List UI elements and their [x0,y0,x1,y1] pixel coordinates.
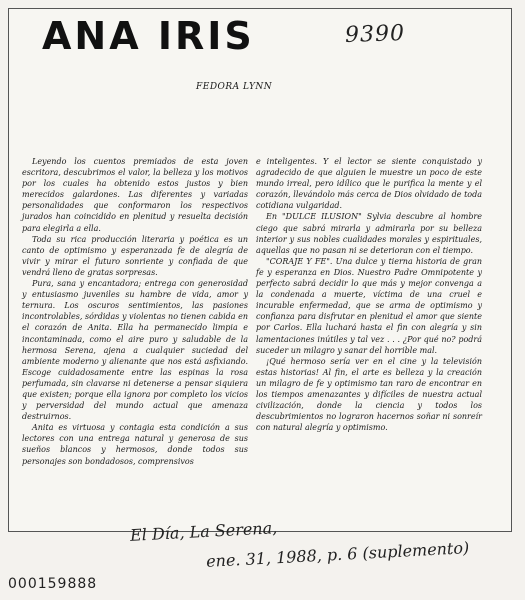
article-title: ANA IRIS [42,14,255,58]
paragraph-continued: e inteligentes. Y el lector se siente conquistado y agradecido de que alguien le muestre un poco de este mundo irreal, pero idílico que le purifica la mente y el corazón, llevándolo más cerca de Dios olvidado de toda cotidiana vulgaridad. [256,157,482,211]
paragraph: Leyendo los cuentos premiados de esta joven escritora, descubrimos el valor, la belleza y los motivos por los cuales ha obtenido estos justos y bien merecidos galardones. Las diferentes y variadas personalidades que conformaron los respectivos jurados han coincidido en plenitud y resuelta decisión para elegirla a ella. [22,157,248,233]
paragraph: Pura, sana y encantadora; entrega con generosidad y entusiasmo juveniles su hambre de vida, amor y ternura. Los oscuros sentimientos, las pasiones incontrolables, sórdidas y violentas no tienen cabida en el corazón de Anita. Ella ha permanecido limpia e incontaminada, como el aire puro y saludable de la hermosa Serena, ajena a cualquier suciedad del ambiente moderno y alienante que nos está asfixiando. Escoge cuidadosamente entre las espinas la rosa perfumada, sin clavarse ni detenerse a pensar siquiera que existen; porque ella ignora por completo los vicios y perversidad del mundo actual que amenaza destruirnos. [22,279,248,422]
paragraph: Anita es virtuosa y contagia esta condición a sus lectores con una entrega natural y generosa de sus sueños blancos y hermosos, donde todos sus personajes son bondadosos, comprensivos [22,423,248,466]
article-author: FEDORA LYNN [196,82,273,92]
paragraph: "CORAJE Y FE". Una dulce y tierna historia de gran fe y esperanza en Dios. Nuestro Padre Omnipotente y perfecto sabrá decidir lo que más y mejor convenga a la condenada a muerte, víctima de una cruel e incurable enfermedad, que se arma de optimismo y confianza para disfrutar en plenitud el amor que siente por Carlos. Ella luchará hasta el fin con alegría y sin lamentaciones inútiles y tal vez . . . ¿Por qué no? podrá suceder un milagro y sanar del horrible mal. [256,256,482,355]
paragraph: Toda su rica producción literaria y poética es un canto de optimismo y esperanzada fe de alegría de vivir y mirar el futuro sonriente y confiada de que vendrá lleno de gratas sorpresas. [22,234,248,277]
paragraph: ¡Qué hermoso sería ver en el cine y la televisión estas historias! Al fin, el arte es belleza y la creación un milagro de fe y optimismo tan raro de encontrar en los tiempos amenazantes y difíciles de nuestra actual civilización, donde la ciencia y todos los descubrimientos no lograron hacernos soñar ni sonreír con natural alegría y optimismo. [256,356,482,433]
article-column-right [256,156,482,433]
handwritten-date: ene. 31, 1988, p. 6 (suplemento) [205,538,470,571]
handwritten-source: El Día, La Serena, [129,518,278,545]
paragraph: En "DULCE ILUSION" Sylvia descubre al hombre ciego que sabrá mirarla y admirarla por su belleza interior y sus nobles cualidades morales y espirituales, aquellas que no pasan ni se deterioran con el tiempo. [256,212,482,255]
handwritten-code: 9390 [344,20,406,49]
article-column-left [22,156,248,467]
catalog-number: 000159888 [8,576,98,592]
